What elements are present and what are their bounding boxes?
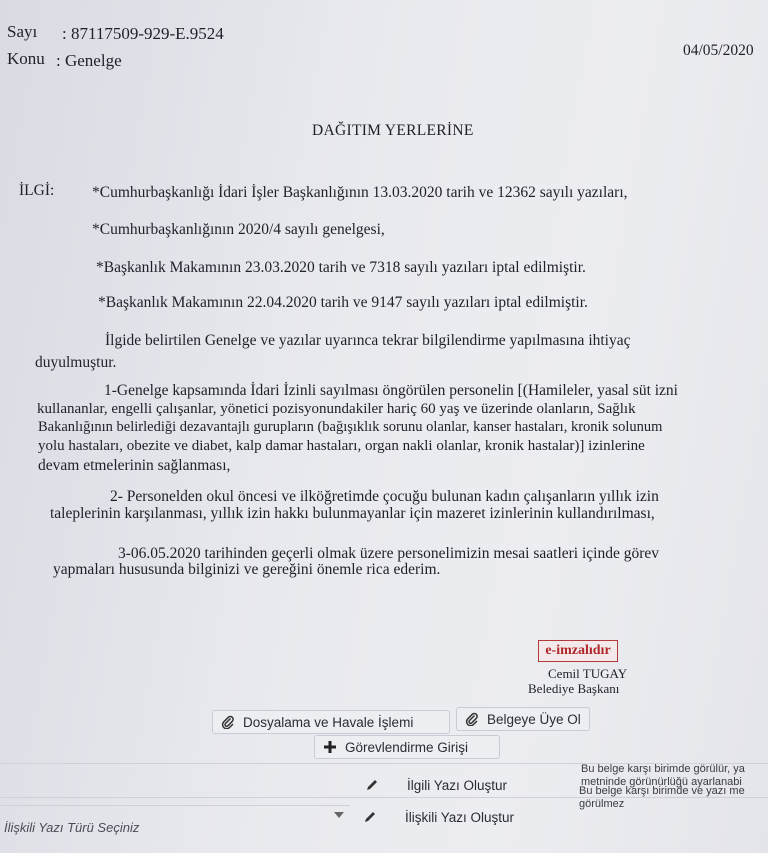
belgeye-uye-ol-button[interactable] <box>456 707 590 731</box>
paragraph-1-line: devam etmelerinin sağlanması, <box>38 457 231 474</box>
ilgi-item: *Cumhurbaşkanlığı İdari İşler Başkanlığının 13.03.2020 tarih ve 12362 sayılı yazıları, <box>92 184 628 201</box>
visibility-note-line: Bu belge karşı birimde görülür, ya <box>581 763 745 775</box>
ilgi-item: *Başkanlık Makamının 23.03.2020 tarih ve 7318 sayılı yazıları iptal edilmiştir. <box>96 259 586 276</box>
signer-role: Belediye Başkanı <box>528 681 620 696</box>
konu-value: : Genelge <box>56 51 122 70</box>
e-signature-stamp: e-imzalıdır <box>538 640 618 662</box>
paperclip-icon <box>465 712 479 726</box>
dosyalama-havale-button[interactable] <box>212 710 450 734</box>
ilgi-item: *Başkanlık Makamının 22.04.2020 tarih ve 9147 sayılı yazıları iptal edilmiştir. <box>98 294 588 311</box>
document-actions-panel <box>0 705 768 853</box>
iliskili-yazi-olustur-label: İlişkili Yazı Oluştur <box>405 809 515 825</box>
paperclip-icon <box>221 715 235 729</box>
gorevlendirme-girisi-button[interactable] <box>314 735 500 759</box>
visibility-note <box>579 785 745 811</box>
pencil-icon <box>365 778 379 792</box>
paragraph-1-line: kullananlar, engelli çalışanlar, yönetici pozisyonundakiler hariç 60 yaş ve üzerinde olanların, Sağlık <box>37 401 636 417</box>
konu-label: Konu <box>7 49 45 68</box>
paragraph-3-line: 3-06.05.2020 tarihinden geçerli olmak üzere personelimizin mesai saatleri içinde görev <box>118 545 660 562</box>
ilgili-yazi-olustur-button[interactable] <box>356 773 570 797</box>
paragraph-1-line: yolu hastaları, obezite ve diabet, kalp damar hastaları, organ nakli olanlar, kronik hastalar)] izinlerine <box>38 438 645 454</box>
chevron-down-icon[interactable] <box>334 812 344 818</box>
belgeye-uye-ol-label: Belgeye Üye Ol <box>487 711 581 727</box>
ilgi-label: İLGİ: <box>19 182 55 199</box>
iliskili-yazi-turu-select[interactable] <box>0 805 350 843</box>
paragraph-2-line: 2- Personelden okul öncesi ve ilköğretimde çocuğu bulunan kadın çalışanların yıllık izin <box>110 488 659 505</box>
select-placeholder: İlişkili Yazı Türü Seçiniz <box>4 820 140 835</box>
dosyalama-havale-label: Dosyalama ve Havale İşlemi <box>243 714 414 730</box>
paragraph-2-line: taleplerinin karşılanması, yıllık izin hakkı bulunmayanlar için mazeret izinlerinin kullandırılması, <box>50 505 655 522</box>
sayi-label: Sayı <box>7 22 38 41</box>
plus-icon <box>323 740 337 754</box>
ilgili-yazi-olustur-label: İlgili Yazı Oluştur <box>407 777 508 793</box>
document-date: 04/05/2020 <box>683 42 754 59</box>
signer-name: Cemil TUGAY <box>548 666 628 681</box>
paragraph-1-line: 1-Genelge kapsamında İdari İzinli sayılması öngörülen personelin [(Hamileler, yasal süt izni <box>104 382 678 399</box>
paragraph-1-line: Bakanlığının belirlediği dezavantajlı gurupların (bağışıklık sorunu olanlar, kanser hastaları, kronik solunum <box>38 419 663 435</box>
pencil-icon <box>363 810 377 824</box>
iliskili-yazi-olustur-button[interactable] <box>354 805 568 829</box>
intro-line: İlgide belirtilen Genelge ve yazılar uyarınca tekrar bilgilendirme yapılmasına ihtiyaç <box>105 332 631 349</box>
visibility-note-line: Bu belge karşı birimde ve yazı me <box>579 785 745 797</box>
intro-line: duyulmuştur. <box>35 354 117 371</box>
document-title: DAĞITIM YERLERİNE <box>312 122 474 139</box>
visibility-note-line: metninde görünürlüğü ayarlanabi <box>581 776 742 788</box>
visibility-note-line: görülmez <box>579 798 625 810</box>
sayi-value: : 87117509-929-E.9524 <box>62 24 224 43</box>
ilgi-item: *Cumhurbaşkanlığının 2020/4 sayılı genelgesi, <box>92 221 385 238</box>
paragraph-3-line: yapmaları hususunda bilginizi ve gereğini önemle rica ederim. <box>53 561 441 578</box>
gorevlendirme-girisi-label: Görevlendirme Girişi <box>345 739 469 755</box>
